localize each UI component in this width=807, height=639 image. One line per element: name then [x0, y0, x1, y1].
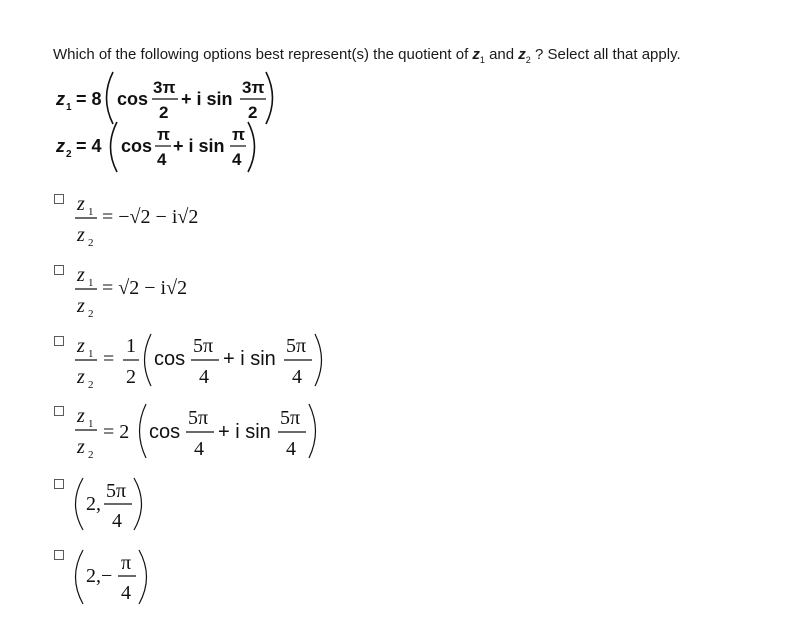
question-prefix: Which of the following options best represent(s) the quotient of: [53, 46, 473, 63]
option-1-frac-den-sub: 2: [88, 237, 94, 249]
option-4-frac-den: z: [77, 436, 85, 458]
option-6-expression: [76, 550, 147, 604]
option-3-coef-den: 2: [126, 366, 136, 388]
option-1-frac-num: z: [77, 193, 85, 215]
option-4-modulus: = 2: [103, 421, 130, 443]
option-2-frac-den-sub: 2: [88, 308, 94, 320]
option-4-sin-num: 5π: [280, 407, 301, 429]
option-3-cos-num: 5π: [193, 335, 214, 357]
option-3-frac-num-sub: 1: [88, 348, 94, 360]
z2-subscript: 2: [525, 55, 531, 65]
z1-symbol: z: [472, 46, 480, 63]
option-6-num: π: [121, 552, 132, 574]
option-6-right-paren: [139, 550, 147, 604]
option-2-frac-num: z: [77, 264, 85, 286]
option-5-num: 5π: [106, 480, 127, 502]
option-3-expression: [75, 334, 322, 391]
option-3-right-paren: [315, 334, 322, 386]
option-4-cos: cos: [149, 421, 181, 443]
z2-cos: cos: [121, 136, 153, 156]
option-4-frac-num-sub: 1: [88, 418, 94, 430]
option-3-frac-den-sub: 2: [88, 379, 94, 391]
question-suffix: ? Select all that apply.: [530, 46, 681, 63]
option-3-left-paren: [145, 334, 152, 386]
option-2-frac-den: z: [77, 295, 85, 317]
z2-cos-den: 4: [157, 150, 167, 169]
z2-symbol: z: [518, 46, 526, 63]
z1-cos: cos: [117, 89, 149, 109]
option-2-frac-num-sub: 1: [88, 277, 94, 289]
option-4-sin-den: 4: [286, 438, 296, 460]
option-2-expression: [75, 264, 187, 320]
z2-sin-num: π: [232, 125, 246, 144]
option-1-expression: [75, 193, 198, 249]
option-2-rhs: = √2 − i√2: [102, 277, 188, 299]
option-6-first: 2,−: [86, 565, 113, 587]
z1-sin-num: 3π: [242, 78, 265, 97]
option-3-sin-num: 5π: [286, 335, 307, 357]
option-4-isin: + i sin: [218, 421, 271, 443]
option-5-expression: [76, 478, 142, 532]
z1-lhs: z: [56, 89, 65, 109]
option-5-left-paren: [76, 478, 84, 530]
option-5-right-paren: [134, 478, 142, 530]
z2-sin-den: 4: [232, 150, 242, 169]
option-3-cos-den: 4: [199, 366, 209, 388]
z1-modulus: = 8: [76, 89, 102, 109]
option-3-coef-num: 1: [126, 335, 136, 357]
option-1-frac-num-sub: 1: [88, 206, 94, 218]
option-5-den: 4: [112, 510, 122, 532]
z1-sin-den: 2: [248, 103, 258, 122]
z1-isin: + i sin: [181, 89, 233, 109]
option-3-cos: cos: [154, 348, 186, 370]
z1-subscript: 1: [479, 55, 485, 65]
z1-cos-num: 3π: [153, 78, 176, 97]
option-1-frac-den: z: [77, 224, 85, 246]
option-1-rhs: = −√2 − i√2: [102, 206, 199, 228]
question-and: and: [484, 46, 519, 63]
option-4-frac-num: z: [77, 405, 85, 427]
option-3-frac-den: z: [77, 366, 85, 388]
z2-cos-num: π: [157, 125, 171, 144]
option-5-first: 2,: [86, 493, 101, 515]
option-3-isin: + i sin: [223, 348, 276, 370]
option-4-cos-den: 4: [194, 438, 204, 460]
option-3-sin-den: 4: [292, 366, 302, 388]
z2-lhs-sub: 2: [66, 149, 72, 160]
z1-lhs-sub: 1: [66, 102, 72, 113]
z1-cos-den: 2: [159, 103, 169, 122]
z2-modulus: = 4: [76, 136, 102, 156]
option-4-frac-den-sub: 2: [88, 449, 94, 461]
z2-isin: + i sin: [173, 136, 225, 156]
option-3-frac-num: z: [77, 335, 85, 357]
option-6-left-paren: [76, 550, 84, 604]
option-3-equals: =: [103, 348, 115, 370]
z2-lhs: z: [56, 136, 65, 156]
option-4-right-paren: [309, 404, 316, 458]
option-4-left-paren: [140, 404, 147, 458]
option-4-cos-num: 5π: [188, 407, 209, 429]
option-6-den: 4: [121, 582, 131, 604]
option-4-expression: [75, 404, 316, 461]
